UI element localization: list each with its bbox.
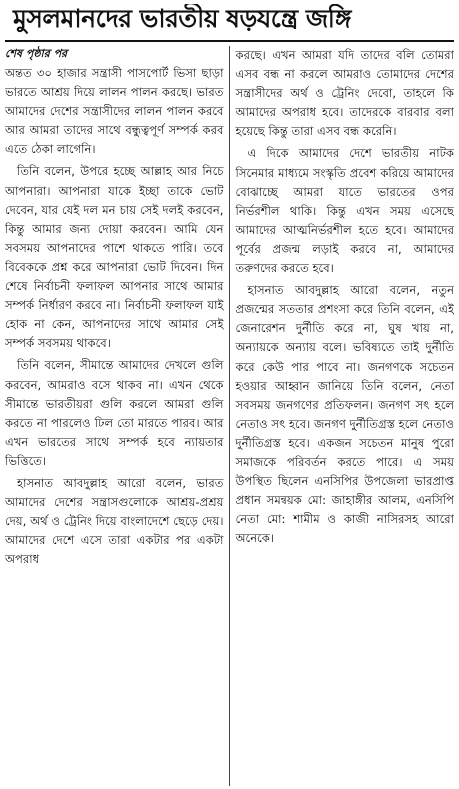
paragraph: হাসনাত আবদুল্লাহ আরো বলেন, ভারত আমাদের দেশের সন্ত্রাসগুলোকে আশ্রয়-প্রশ্রয় দেয়, অর্থ ও ট্রেনিং দিয়ে বাংলাদেশে ছেড়ে দেয়। আমাদের দেশে এসে তারা একটার পর একটা অপরাধ <box>5 475 224 567</box>
article-body <box>5 46 454 786</box>
left-column <box>5 46 230 786</box>
paragraph: এ দিকে আমাদের দেশে ভারতীয় নাটক সিনেমার মাধ্যমে সংস্কৃতি প্রবেশ করিয়ে আমাদের বোঝাচ্ছে আমরা যাতে ভারতের ওপর নির্ভরশীল থাকি। কিন্তু এখন সময় এসেছে আমাদের আত্মনির্ভরশীল হতে হবে। আমাদের পূর্বের প্রজন্ম লড়াই করবে না, আমাদের তরুণদের করতে হবে। <box>235 146 454 276</box>
paragraph: তিনি বলেন, উপরে হচ্ছে আল্লাহ আর নিচে আপনারা। আপনারা যাকে ইচ্ছা তাকে ভোট দেবেন, যার যেই দল মন চায় সেই দলই করবেন, কিন্তু আমার জন্য দোয়া করবেন। আমি যেন সবসময় আপনাদের পাশে থাকতে পারি। তবে বিবেককে প্রশ্ন করে আপনারা ভোট দিবেন। দিন শেষে নির্বাচনী ফলাফল আপনার সাথে আমার সম্পর্ক নির্ধারণ করবে না। নির্বাচনী ফলাফল যাই হোক না কেন, আপনাদের সাথে আমার সেই সম্পর্ক সবসময় থাকবে। <box>5 164 224 351</box>
paragraph: হাসনাত আবদুল্লাহ আরো বলেন, নতুন প্রজন্মের সততার প্রশংসা করে তিনি বলেন, এই জেনারেশন দুর্নীতি করে না, ঘুষ খায় না, অন্যায়কে অন্যায় বলে। ভবিষ্যতে তাই দুর্নীতি করে কেউ পার পাবে না। জনগণকে সচেতন হওয়ার আহ্বান জানিয়ে তিনি বলেন, নেতা সবসময় জনগণের প্রতিফলন। জনগণ সৎ হলে নেতাও সৎ হবে। জনগণ দুর্নীতিগ্রস্ত হলে নেতাও দুর্নীতিগ্রস্ত হবে। একজন সচেতন মানুষ পুরো সমাজকে পরিবর্তন করতে পারে। এ সময় উপস্থিত ছিলেন এনসিপির উপজেলা ভারপ্রাপ্ত প্রধান সমন্বয়ক মো: জাহাঙ্গীর আলম, এনসিপি নেতা মো: শামীম ও কাজী নাসিরসহ আরো অনেকে। <box>235 283 454 546</box>
right-column <box>230 46 455 786</box>
headline: মুসলমানদের ভারতীয় ষড়যন্ত্রে জঙ্গি <box>13 4 351 33</box>
headline-divider <box>5 40 454 42</box>
paragraph: অন্তত ৩০ হাজার সন্ত্রাসী পাসপোর্ট ভিসা ছাড়া ভারতে আশ্রয় দিয়ে লালন পালন করছে। ভারত আমাদের দেশের সন্ত্রাসীদের লালন পালন করবে আর আমরা তাদের সাথে বন্ধুত্বপূর্ণ সম্পর্ক করব এতে ঠেকা লাগেনি। <box>5 66 224 157</box>
paragraph: তিনি বলেন, সীমান্তে আমাদের দেখলে গুলি করবেন, আমরাও বসে থাকব না। এখন থেকে সীমান্তে ভারতীয়রা গুলি করলে আমরা গুলি করতে না পারলেও ঢিল তো মারতে পারব। আর এখন ভারতের সাথে সম্পর্ক হবে ন্যায়তার ভিত্তিতে। <box>5 358 224 468</box>
continuation-label: শেষ পৃষ্ঠার পর <box>5 47 68 60</box>
paragraph: করছে। এখন আমরা যদি তাদের বলি তোমরা এসব বন্ধ না করলে আমরাও তোমাদের দেশের সন্ত্রাসীদের অর্থ ও ট্রেনিং দেবো, তাহলে কি আমাদের অপরাধ হবে। তাদেরকে বারবার বলা হয়েছে কিন্তু তারা এসব বন্ধ করেনি। <box>235 48 454 139</box>
